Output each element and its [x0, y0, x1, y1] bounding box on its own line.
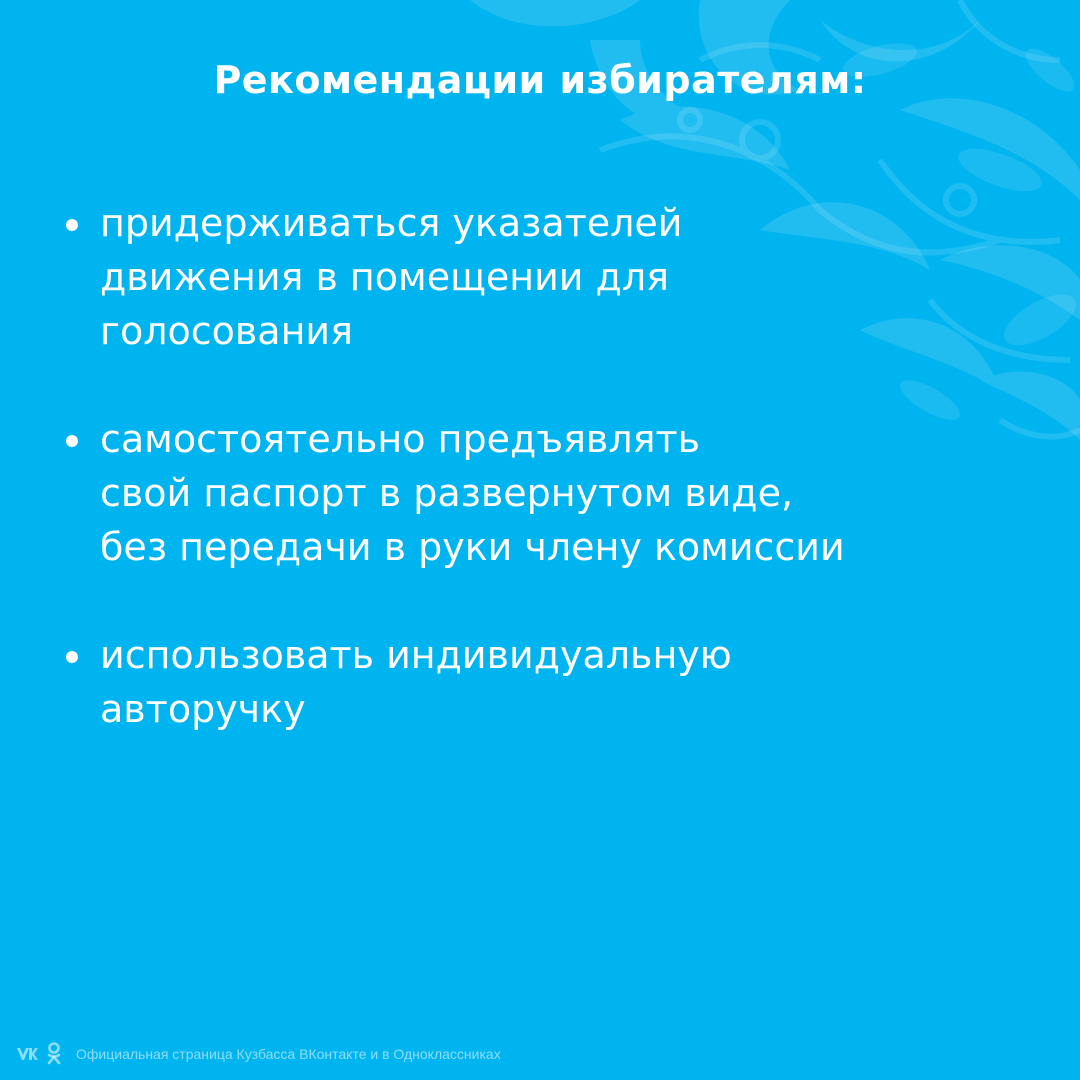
footer — [16, 1042, 501, 1066]
bullet-icon — [66, 219, 78, 231]
recommendations-list — [0, 196, 1080, 790]
bullet-icon — [66, 651, 78, 663]
item-line: использовать индивидуальную — [100, 633, 732, 677]
item-line: свой паспорт в развернутом виде, — [100, 471, 794, 515]
list-item — [0, 412, 1080, 574]
item-line: авторучку — [100, 687, 306, 731]
page-title: Рекомендации избирателям: — [213, 58, 867, 102]
item-line: движения в помещении для — [100, 255, 669, 299]
footer-text: Официальная страница Кузбасса ВКонтакте и в Одноклассниках — [76, 1046, 501, 1062]
list-item — [0, 628, 1080, 736]
item-line: без передачи в руки члену комиссии — [100, 525, 845, 569]
bullet-icon — [66, 435, 78, 447]
list-item — [0, 196, 1080, 358]
item-line: придерживаться указателей — [100, 201, 683, 245]
odnoklassniki-icon — [46, 1042, 62, 1066]
item-line: самостоятельно предъявлять — [100, 417, 701, 461]
item-line: голосования — [100, 309, 353, 353]
vk-icon — [16, 1047, 38, 1061]
